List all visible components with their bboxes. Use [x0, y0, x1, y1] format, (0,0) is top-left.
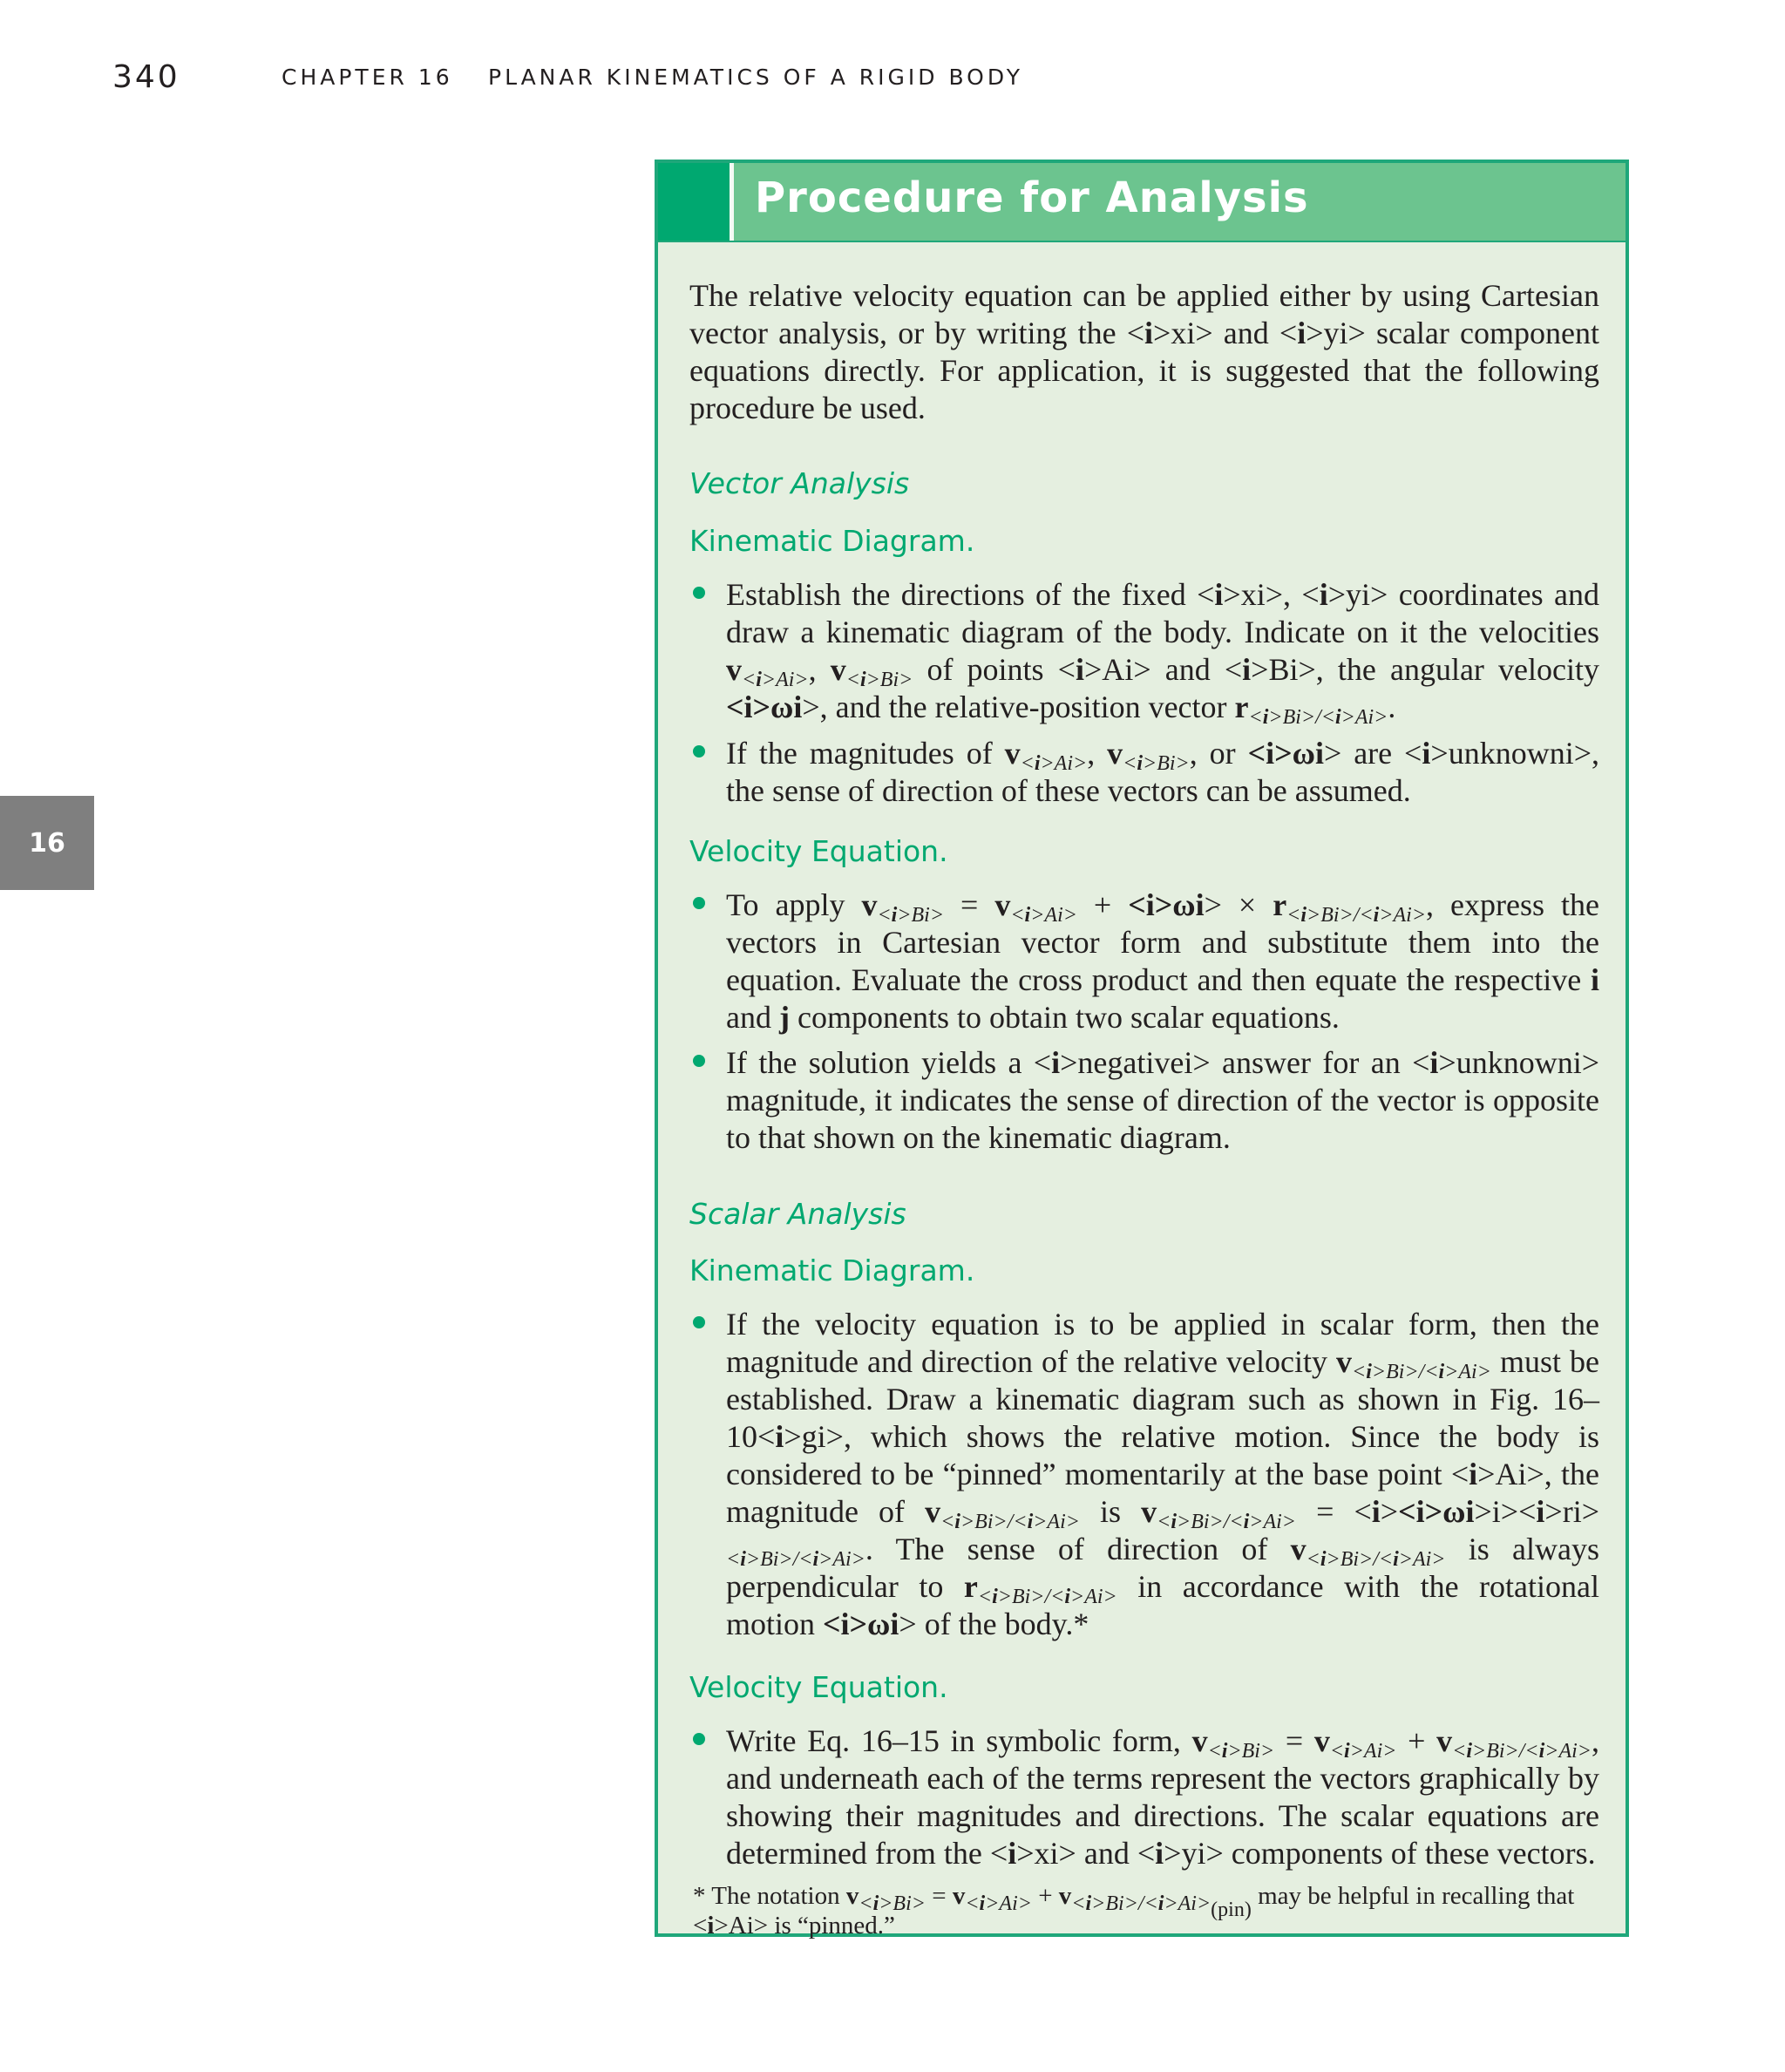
- running-head-title: PLANAR KINEMATICS OF A RIGID BODY: [488, 65, 1023, 90]
- bullet-item: [689, 1306, 1599, 1643]
- vector-velocity-heading: Velocity Equation.: [689, 834, 948, 868]
- bullet-item: [689, 1044, 1599, 1157]
- bullet-item: [689, 887, 1599, 1036]
- page-number: 340: [112, 59, 180, 95]
- bullet-text: If the magnitudes of $v_{<i>Ai>}$, $v_{<i>Bi>}$, or <i>ωi> are <i>unknowni>, the sense of direction of these vectors can be assumed.: [726, 736, 1600, 808]
- scalar-analysis-heading: Scalar Analysis: [689, 1197, 906, 1231]
- intro-paragraph: The relative velocity equation can be applied either by using Cartesian vector analysis, or by writing the <i>xi> and <i>yi> scalar component equations directly. For application, it is suggested that the following procedure be used.: [689, 278, 1599, 425]
- bullet-dot-icon: [693, 1316, 705, 1328]
- chapter-thumb-tab: 16: [0, 796, 94, 890]
- bullet-item: [689, 576, 1599, 729]
- scalar-kinematic-heading: Kinematic Diagram.: [689, 1253, 975, 1287]
- header-separator: [730, 163, 734, 241]
- bullet-text: Write Eq. 16–15 in symbolic form, $v_{<i>Bi>} = v_{<i>Ai>} + v_{<i>Bi>/<i>Ai>}$, and underneath each of the terms represent the vectors graphically by showing their magnitudes and directions. The scalar equations are determined from the <i>xi> and <i>yi> components of these vectors.: [726, 1723, 1599, 1871]
- vector-analysis-heading: Vector Analysis: [689, 466, 910, 500]
- footnote: * The notation $v_{<i>Bi>} = v_{<i>Ai>} + v_{<i>Bi>/<i>Ai>(pin)}$ may be helpful in recalling that <i>Ai> is “pinned.”: [693, 1882, 1575, 1940]
- bullet-item: [689, 735, 1599, 810]
- header-accent-block: [658, 163, 730, 241]
- bullet-text: If the solution yields a <i>negativei> answer for an <i>unknowni> magnitude, it indicates the sense of direction of the vector is opposite to that shown on the kinematic diagram.: [726, 1045, 1600, 1155]
- bullet-item: [689, 1722, 1599, 1872]
- bullet-dot-icon: [693, 897, 705, 909]
- running-head-chapter: CHAPTER 16: [282, 65, 453, 90]
- procedure-box: [655, 160, 1629, 1940]
- bullet-dot-icon: [693, 587, 705, 599]
- bullet-dot-icon: [693, 745, 705, 757]
- bullet-text: To apply $v_{<i>Bi>} = v_{<i>Ai>} + <i>\omega i> \times r_{<i>Bi>/<i>Ai>}$, express the vectors in Cartesian vector form and substitute them into the equation. Evaluate the cross product and then equate the respective i and j components to obtain two scalar equations.: [726, 887, 1599, 1035]
- box-header: [658, 163, 1626, 241]
- scalar-velocity-heading: Velocity Equation.: [689, 1670, 948, 1704]
- bullet-text: Establish the directions of the fixed <i>xi>, <i>yi> coordinates and draw a kinematic diagram of the body. Indicate on it the velocities $v_{<i>Ai>}$, $v_{<i>Bi>}$ of points <i>Ai> and <i>Bi>, the angular velocity <i>ωi>, and the relative-position vector $r_{<i>Bi>/<i>Ai>}$.: [726, 577, 1599, 729]
- box-title: Procedure for Analysis: [755, 173, 1309, 222]
- bullet-dot-icon: [693, 1055, 705, 1067]
- vector-kinematic-heading: Kinematic Diagram.: [689, 524, 975, 558]
- bullet-text: If the velocity equation is to be applied in scalar form, then the magnitude and direction of the relative velocity $v_{<i>Bi>/<i>Ai>}$ must be established. Draw a kinematic diagram such as shown in Fig. 16–10<i>gi>, which shows the relative motion. Since the body is considered to be “pinned” momentarily at the base point <i>Ai>, the magnitude of $v_{<i>Bi>/<i>Ai>}$ is $v_{<i>Bi>/<i>Ai>} = <i><i>\omega i>i><i>ri>_{<i>Bi>/<i>Ai>}$. The sense of direction of $v_{<i>Bi>/<i>Ai>}$ is always perpendicular to $r_{<i>Bi>/<i>Ai>}$ in accordance with the rotational motion <i>ωi> of the body.*: [726, 1307, 1600, 1641]
- header-rule: [658, 241, 1626, 242]
- bullet-dot-icon: [693, 1733, 705, 1745]
